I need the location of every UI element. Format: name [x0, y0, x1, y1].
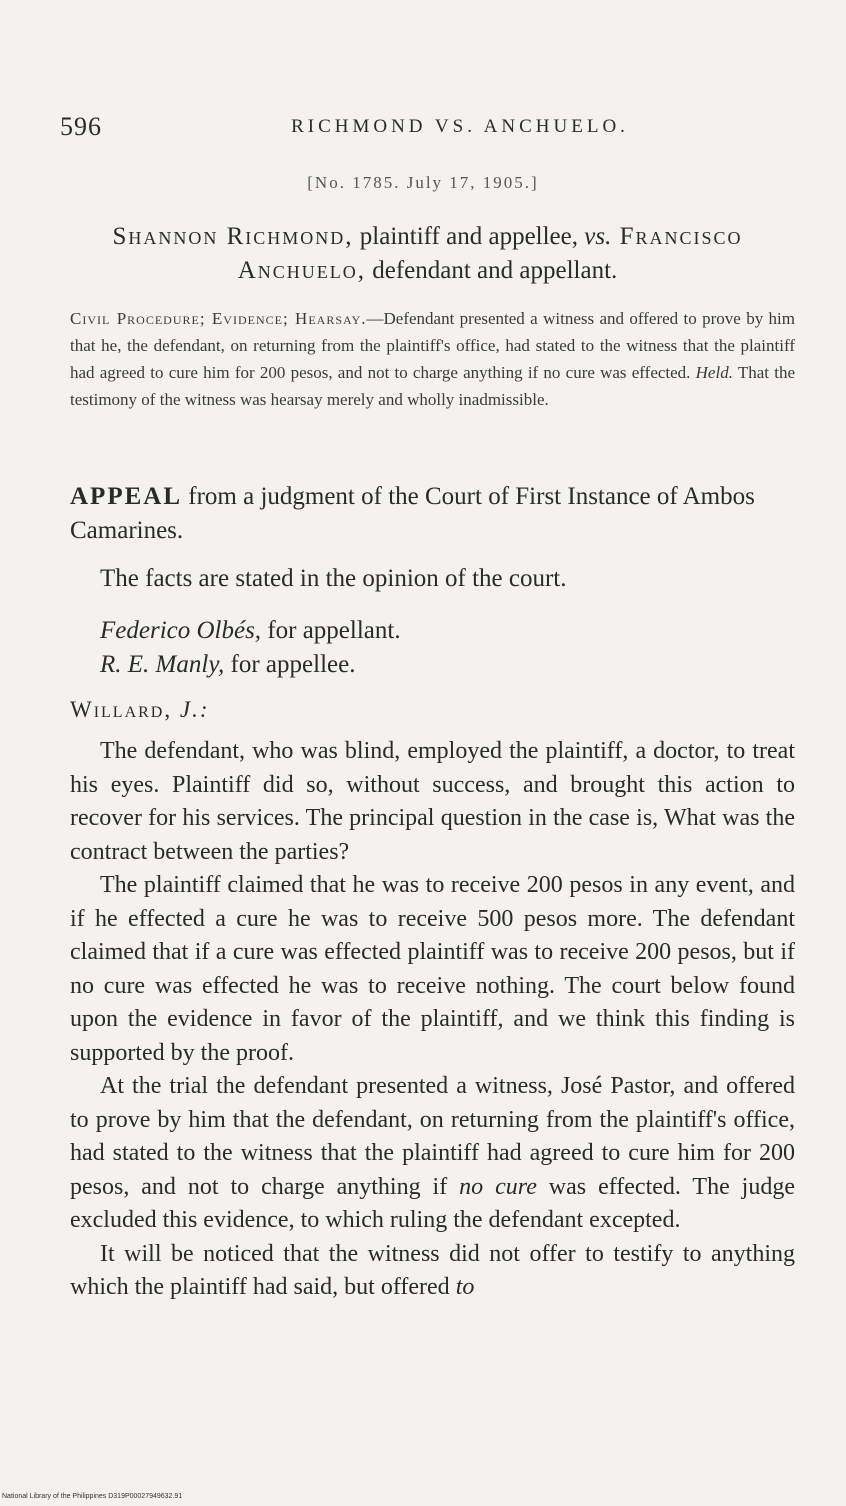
running-head: RICHMOND VS. ANCHUELO.	[291, 116, 629, 137]
defendant-last-name: Anchuelo,	[237, 257, 366, 284]
case-caption	[60, 220, 795, 288]
plaintiff-role: plaintiff and appellee,	[353, 223, 585, 250]
appellee-counsel-name: R. E. Manly,	[100, 651, 225, 678]
justice-name: Willard,	[70, 697, 173, 722]
plaintiff-name: Shannon Richmond,	[112, 223, 354, 250]
paragraph-text: At the trial the defendant presented a witness, José Pastor, and offered to prove by him that the defendant, on returning from the plaintiff's office, had stated to the witness that the plaintiff had agreed to cure him for 200 pesos, and not to charge anything if	[70, 1073, 795, 1200]
justice-heading	[70, 697, 770, 723]
versus: vs.	[584, 223, 612, 250]
justice-title: J.:	[172, 697, 210, 722]
opinion-paragraph: The plaintiff claimed that he was to receive 200 pesos in any event, and if he effected a cure he was to receive 500 pesos more. The defendant claimed that if a cure was effected plaintiff was to receive 200 pesos, but if no cure was effected he was to receive nothing. The court below found upon the evidence in favor of the plaintiff, and we think this finding is supported by the proof.	[70, 872, 795, 1066]
appellant-counsel-name: Federico Olbés,	[100, 617, 262, 644]
opinion-paragraph	[70, 1070, 795, 1238]
appellee-counsel-role: for appellee.	[224, 651, 356, 678]
held-text: That the testimony of the witness was hearsay merely and wholly inadmissible.	[70, 363, 795, 409]
paragraph-text: It will be noticed that the witness did not offer to testify to anything which the plaintiff had said, but offered	[70, 1240, 795, 1300]
opinion-body	[70, 735, 795, 1305]
syllabus-heading: Civil Procedure; Evidence; Hearsay.	[70, 309, 367, 328]
appeal-text: from a judgment of the Court of First Instance of Ambos Camarines.	[70, 483, 755, 544]
syllabus-text: —Defendant presented a witness and offered to prove by him that he, the defendant, on returning from the plaintiff's office, had stated to the witness that the plaintiff had agreed to cure him for 200 pesos, and not to charge anything if no cure was effected.	[70, 309, 796, 382]
opinion-paragraph: The defendant, who was blind, employed the plaintiff, a doctor, to treat his eyes. Plaintiff did so, without success, and brought this action to recover for his services. The principal question in the case is, What was the contract between the parties?	[70, 738, 795, 865]
scan-footer: National Library of the Philippines D319P00027949632.91	[2, 1493, 183, 1500]
appellant-counsel-role: for appellant.	[261, 617, 401, 644]
defendant-role: defendant and appellant.	[366, 257, 618, 284]
appellee-counsel	[100, 648, 800, 682]
facts-statement: The facts are stated in the opinion of the court.	[100, 565, 567, 592]
opinion-paragraph	[70, 1238, 795, 1305]
appellant-counsel	[100, 614, 800, 648]
page-header	[60, 112, 790, 152]
syllabus	[70, 305, 795, 413]
page-number: 596	[60, 112, 102, 141]
held-label: Held.	[695, 363, 733, 382]
appeal-lead: APPEAL	[70, 483, 182, 510]
paragraph-text: was effected. The judge excluded this evidence, to which ruling the defendant excepted.	[70, 1173, 795, 1233]
counsel-list	[100, 614, 800, 682]
case-reference: [No. 1785. July 17, 1905.]	[307, 173, 539, 192]
defendant-first-name: Francisco	[611, 223, 743, 250]
paragraph-italic: to	[455, 1274, 475, 1300]
appeal-statement	[70, 480, 795, 548]
paragraph-italic: no cure	[459, 1173, 537, 1200]
